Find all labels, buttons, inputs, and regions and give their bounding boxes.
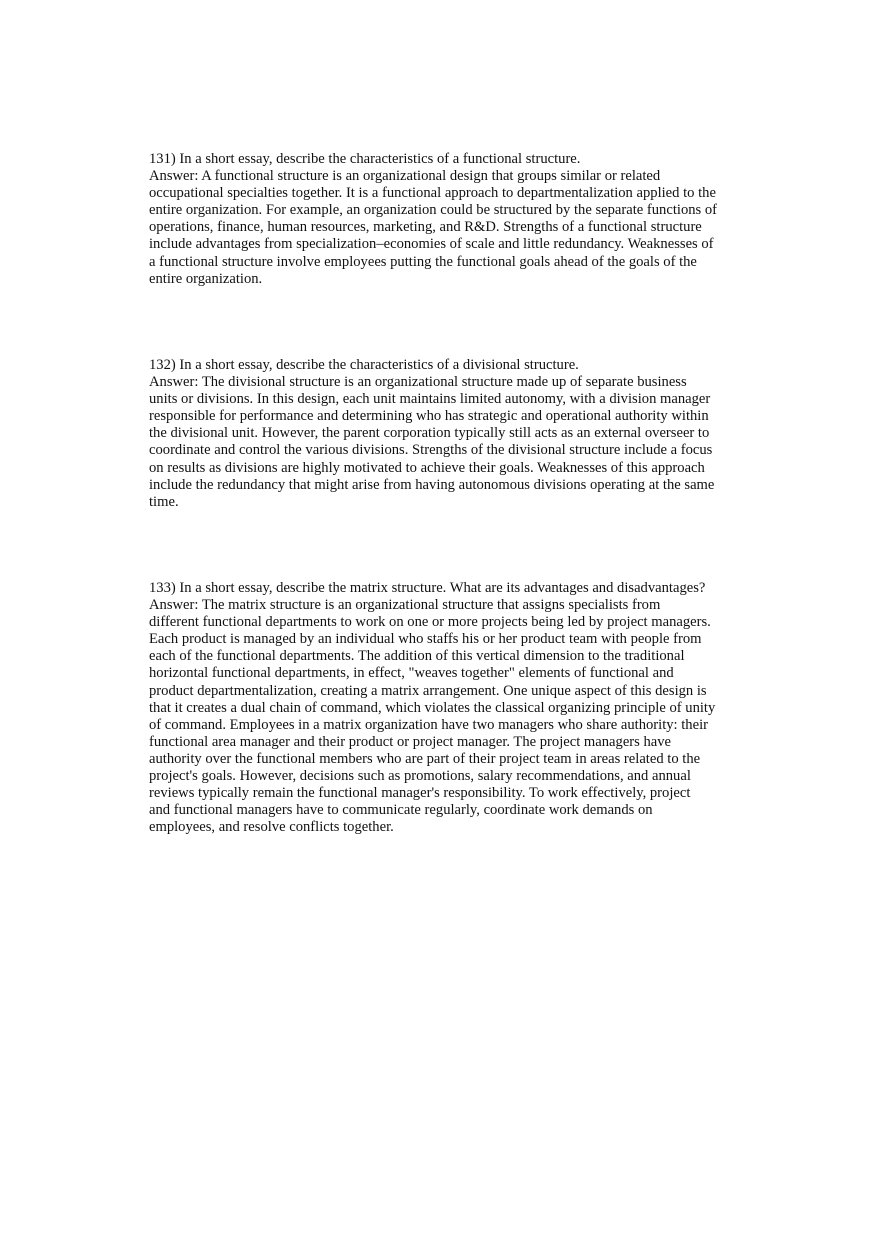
answer-133-line: project's goals. However, decisions such as promotions, salary recommendations, and annual (149, 768, 691, 785)
answer-133-line: each of the functional departments. The addition of this vertical dimension to the traditional (149, 648, 685, 665)
answer-133-line: horizontal functional departments, in effect, "weaves together" elements of functional and (149, 665, 674, 682)
answer-131-line: operations, finance, human resources, marketing, and R&D. Strengths of a functional structure (149, 219, 702, 236)
answer-131-line: Answer: A functional structure is an organizational design that groups similar or related (149, 168, 661, 185)
question-133-block (149, 580, 739, 836)
answer-132-line: on results as divisions are highly motivated to achieve their goals. Weaknesses of this approach (149, 459, 705, 476)
question-132-block (149, 357, 739, 511)
answer-133-line: product departmentalization, creating a matrix arrangement. One unique aspect of this design is (149, 682, 707, 699)
answer-132-line: Answer: The divisional structure is an organizational structure made up of separate business (149, 374, 687, 391)
answer-133-line: different functional departments to work on one or more projects being led by project managers. (149, 614, 711, 631)
answer-132-line: time. (149, 493, 179, 510)
answer-133-line: authority over the functional members who are part of their project team in areas related to the (149, 750, 701, 767)
answer-132-line: units or divisions. In this design, each unit maintains limited autonomy, with a division manager (149, 391, 711, 408)
answer-131-line: entire organization. (149, 270, 263, 287)
answer-133-line: that it creates a dual chain of command, which violates the classical organizing principle of unity (149, 699, 716, 716)
question-133-prompt: 133) In a short essay, describe the matrix structure. What are its advantages and disadvantages? (149, 580, 706, 596)
answer-133-line: employees, and resolve conflicts together. (149, 819, 394, 836)
question-131-prompt: 131) In a short essay, describe the characteristics of a functional structure. (149, 151, 581, 167)
answer-131-line: a functional structure involve employees putting the functional goals ahead of the goals of the (149, 253, 697, 270)
answer-133-line: reviews typically remain the functional manager's responsibility. To work effectively, project (149, 785, 691, 802)
answer-131-line: entire organization. For example, an organization could be structured by the separate functions of (149, 202, 718, 219)
answer-133-line: of command. Employees in a matrix organization have two managers who share authority: their (149, 716, 708, 733)
answer-131-line: include advantages from specialization–economies of scale and little redundancy. Weaknesses of (149, 236, 714, 253)
answer-132-line: coordinate and control the various divisions. Strengths of the divisional structure include a focus (149, 442, 713, 459)
question-132-prompt: 132) In a short essay, describe the characteristics of a divisional structure. (149, 357, 579, 373)
answer-132-line: the divisional unit. However, the parent corporation typically still acts as an external overseer to (149, 425, 710, 442)
answer-131-line: occupational specialties together. It is a functional approach to departmentalization applied to the (149, 185, 716, 202)
answer-132-line: responsible for performance and determining who has strategic and operational authority within (149, 408, 709, 425)
answer-133-line: functional area manager and their product or project manager. The project managers have (149, 733, 672, 750)
answer-132-line: include the redundancy that might arise from having autonomous divisions operating at the same (149, 476, 715, 493)
question-131-block (149, 151, 739, 288)
answer-133-line: and functional managers have to communicate regularly, coordinate work demands on (149, 802, 653, 819)
answer-133-line: Answer: The matrix structure is an organizational structure that assigns specialists from (149, 597, 661, 614)
answer-133-line: Each product is managed by an individual who staffs his or her product team with people from (149, 631, 702, 648)
